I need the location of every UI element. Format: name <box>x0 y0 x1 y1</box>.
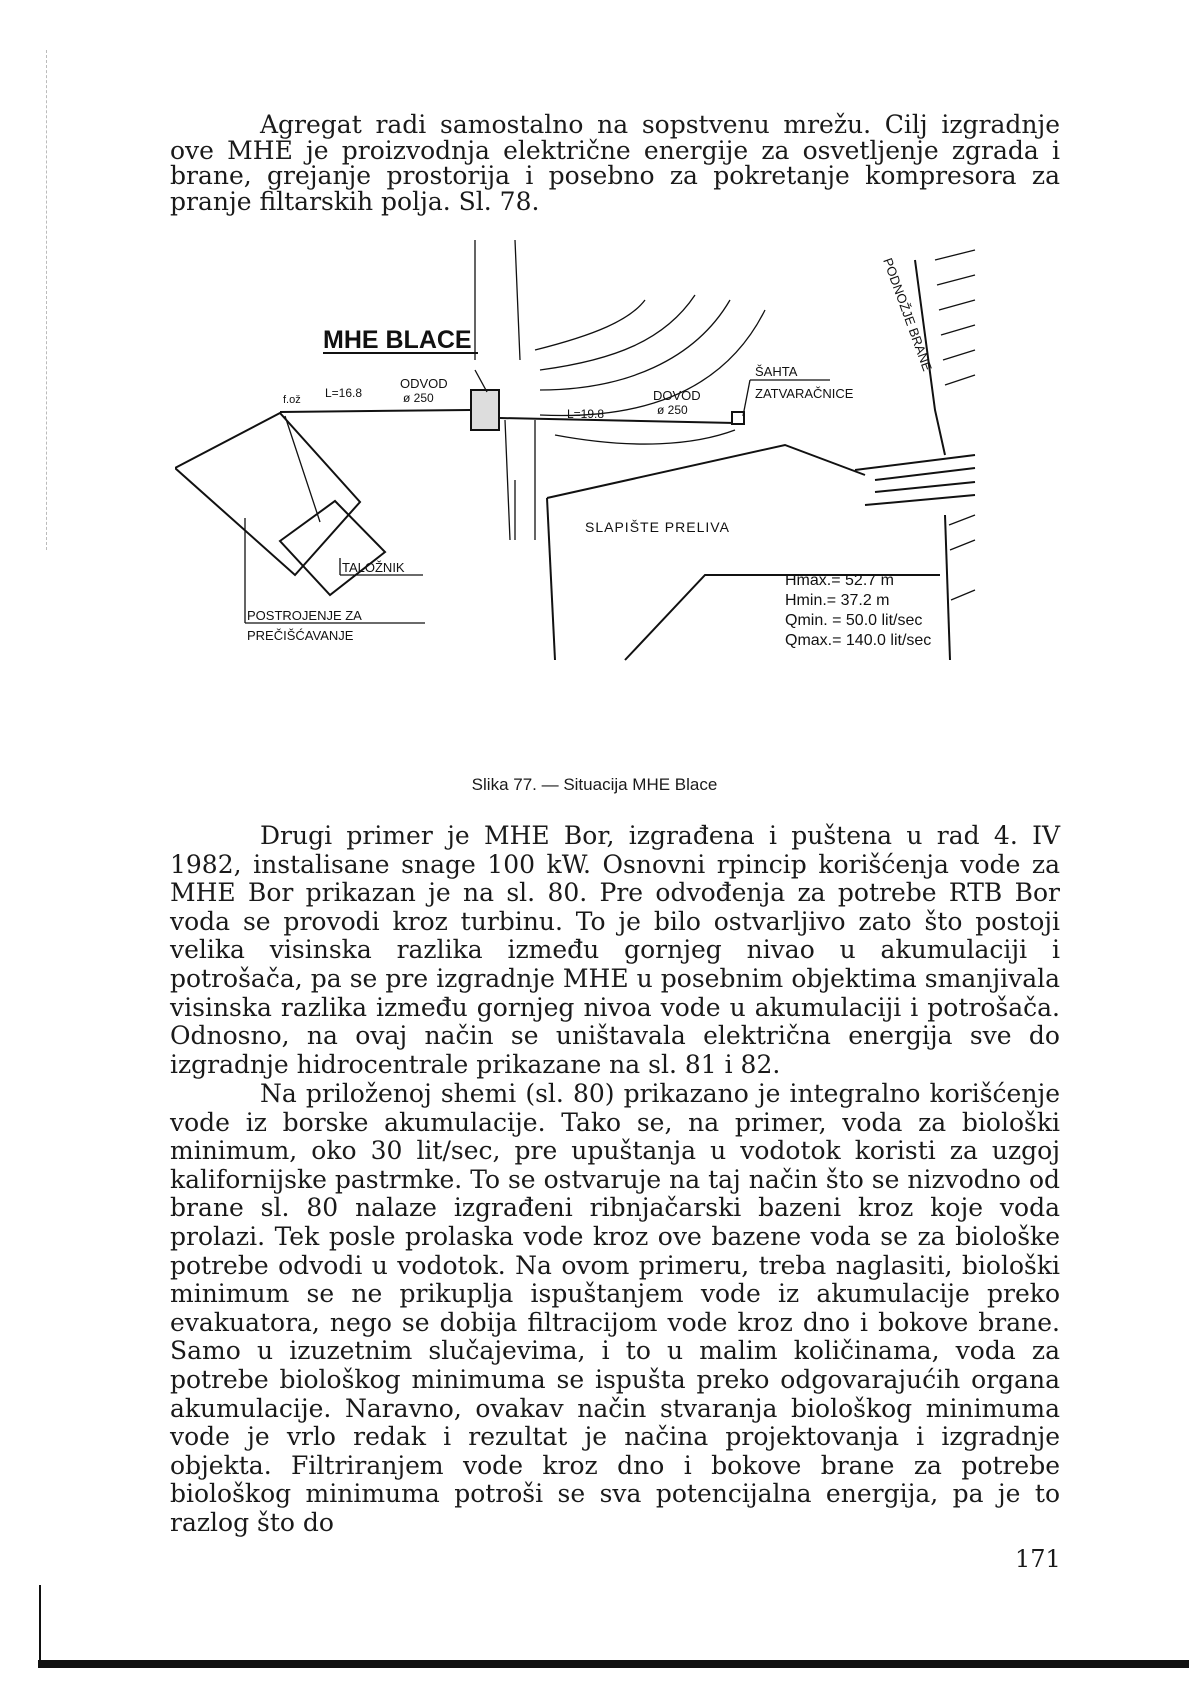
valve-shaft-box <box>732 412 744 424</box>
postrojenje-label-2: PREČIŠĆAVANJE <box>247 628 354 643</box>
dam-hatch <box>935 250 975 600</box>
page-number: 171 <box>1015 1545 1061 1573</box>
settling-tank-outline <box>280 501 385 595</box>
scan-bottom-edge <box>38 1660 1189 1668</box>
site-plan-figure <box>175 240 1005 700</box>
dam-foot-lower <box>945 515 950 660</box>
qmax-value: Qmax.= 140.0 lit/sec <box>785 632 932 649</box>
spillway-top <box>547 445 865 498</box>
odvod-length: L=16.8 <box>325 386 363 400</box>
paragraph-bor: Drugi primer je MHE Bor, izgrađena i puštena u rad 4. IV 1982, instalisane snage 100 kW. Osnovni rpincip korišćenja vode za MHE Bor prikazan je na sl. 80. Pre odvođenja za potrebe RTB Bor voda se provodi kroz turbinu. To je bilo ostvarljivo zato što postoji velika visinska razlika između gornjeg nivao u akumulaciji i potrošača, pa se pre izgradnje MHE u posebnim objektima smanjivala visinska razlika između gornjeg nivoa vode u akumulaciji i potrošača. Odnosno, na ovaj način se uništavala električna energija sve do izgradnje hidrocentrale prikazane na sl. 81 i 82. <box>170 821 1060 1079</box>
paragraph-scheme: Na priloženoj shemi (sl. 80) prikazano je integralno korišćenje vode iz borske akumulacije. Tako se, na primer, voda za biološki minimum, oko 30 lit/sec, pre upuštanja u vodotok koristi za uzgoj kalifornijske pastrmke. To se ostvaruje na taj način što se nizvodno od brane sl. 80 nalaze izgrađeni ribnjačarski bazeni kroz koje voda prolazi. Tek posle prolaska vode kroz ove bazene voda se za biološke potrebe odvodi u vodotok. Na ovom primeru, treba naglasiti, biološki minimum se ne prikuplja ispuštanjem vode iz akumulacije preko evakuatora, nego se dobija filtracijom vode kroz dno i bokove brane. Samo u izuzetnim slučajevima, i to u malim količinama, voda za potrebe biološkog minimuma se ispušta preko odgovarajućih organa akumulacije. Naravno, ovakav način stvaranja biološkog minimuma vode je vrlo redak i rezultat je načina projektovanja i izgradnje objekta. Filtriranjem vode kroz dno i bokove brane za potrebe biološkog minimuma potroši se sva potencijalna energija, pa je to razlog što do <box>170 1079 1060 1537</box>
treatment-plant-outline <box>175 413 360 575</box>
hmin-value: Hmin.= 37.2 m <box>785 592 890 609</box>
plant-diagonal <box>285 416 320 522</box>
slapiste-label: SLAPIŠTE PRELIVA <box>585 519 730 535</box>
hmax-value: Hmax.= 52.7 m <box>785 572 894 589</box>
taloznik-label: TALOŽNIK <box>342 560 405 575</box>
spillway-left-bank <box>547 498 555 660</box>
podnozje-label: PODNOŽJE BRANE <box>880 255 936 374</box>
zatvaracnice-label: ZATVARAČNICE <box>755 386 854 401</box>
powerhouse-block <box>471 390 499 430</box>
qmin-value: Qmin. = 50.0 lit/sec <box>785 612 923 629</box>
dovod-length: L=19.8 <box>567 407 605 421</box>
outlet-pipe <box>280 410 470 412</box>
scan-margin-mark <box>46 50 48 550</box>
sahta-label: ŠAHTA <box>755 364 798 379</box>
odvod-diameter: ø 250 <box>403 391 434 405</box>
mhe-leader <box>475 370 487 392</box>
dovod-label: DOVOD <box>653 388 701 403</box>
sahta-leader-diag <box>743 380 750 416</box>
dovod-diameter: ø 250 <box>657 403 688 417</box>
scan-left-edge <box>39 1585 41 1665</box>
figure-caption: Slika 77. — Situacija MHE Blace <box>471 775 718 794</box>
postrojenje-label-1: POSTROJENJE ZA <box>247 608 362 623</box>
paragraph-intro: Agregat radi samostalno na sopstvenu mrežu. Cilj izgradnje ove MHE je proizvodnja električne energije za osvetljenje zgrada i brane, grejanje prostorija i posebno za pokretanje kompresora za pranje filtarskih polja. Sl. 78. <box>170 110 1060 216</box>
figure-title: MHE BLACE <box>323 326 472 354</box>
odvod-label: ODVOD <box>400 376 448 391</box>
cote-label: f.ož <box>283 394 301 406</box>
spillway-channel <box>855 455 975 505</box>
